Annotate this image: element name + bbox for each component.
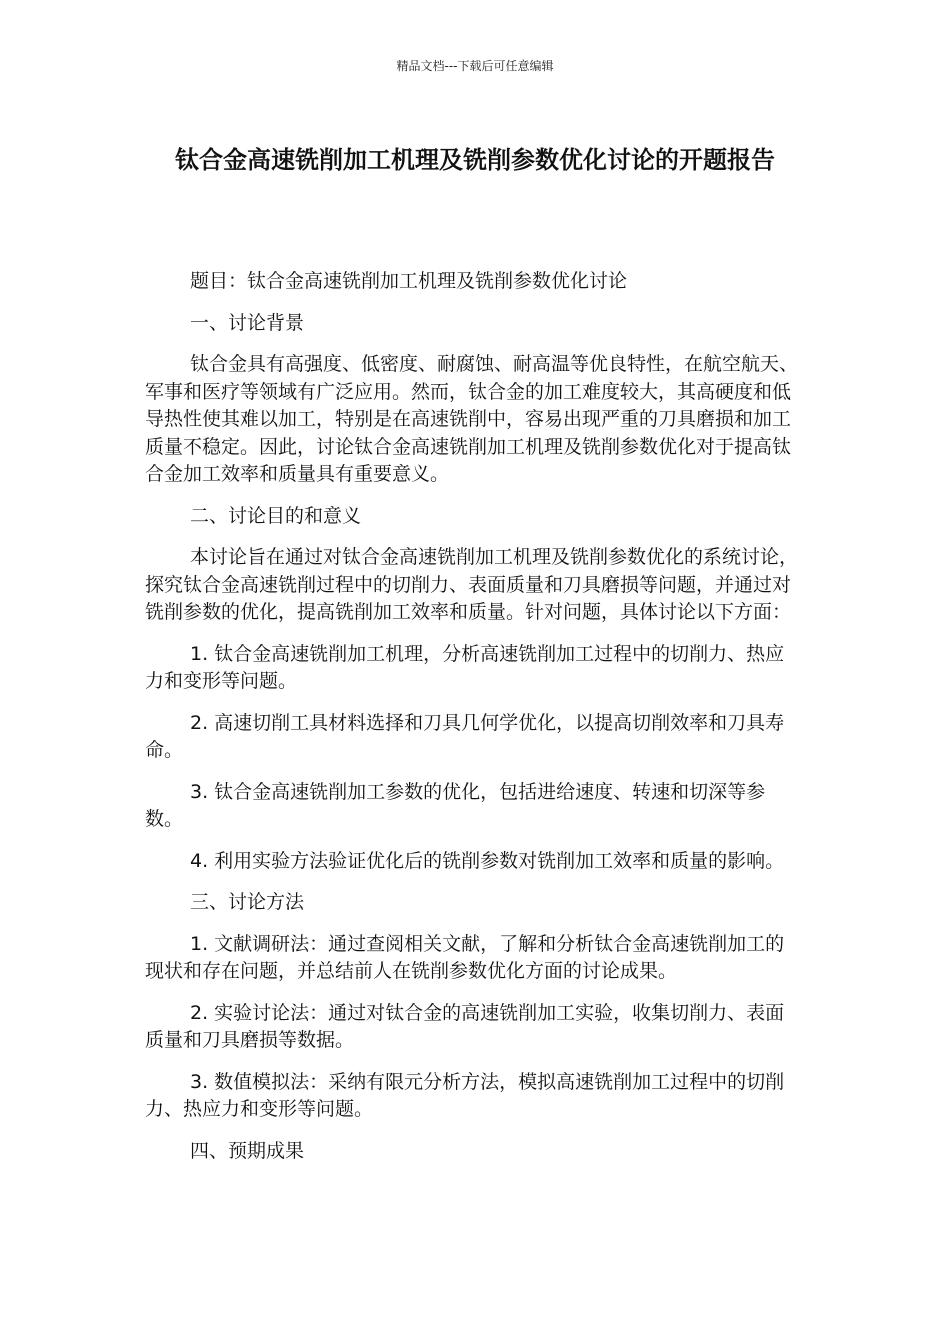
list-item: 4. 利用实验方法验证优化后的铣削参数对铣削加工效率和质量的影响。	[190, 849, 785, 872]
topic-line: 题目：钛合金高速铣削加工机理及铣削参数优化讨论	[190, 270, 628, 292]
document-title: 钛合金高速铣削加工机理及铣削参数优化讨论的开题报告	[175, 146, 775, 174]
list-item: 1. 文献调研法：通过查阅相关文献，了解和分析钛合金高速铣削加工的现状和存在问题，并总结前人在铣削参数优化方面的讨论成果。	[145, 932, 785, 982]
purpose-paragraph: 本讨论旨在通过对钛合金高速铣削加工机理及铣削参数优化的系统讨论，探究钛合金高速铣削过程中的切削力、表面质量和刀具磨损等问题，并通过对铣削参数的优化，提高铣削加工效率和质量。针对问题，具体讨论以下方面：	[145, 546, 799, 623]
list-item: 2. 实验讨论法：通过对钛合金的高速铣削加工实验，收集切削力、表面质量和刀具磨损等数据。	[145, 1001, 785, 1051]
section-heading-background: 一、讨论背景	[190, 311, 305, 334]
list-item: 2. 高速切削工具材料选择和刀具几何学优化，以提高切削效率和刀具寿命。	[145, 711, 785, 761]
section-heading-outcomes: 四、预期成果	[190, 1139, 305, 1162]
list-item: 3. 数值模拟法：采纳有限元分析方法，模拟高速铣削加工过程中的切削力、热应力和变形等问题。	[145, 1070, 785, 1120]
section-heading-purpose: 二、讨论目的和意义	[190, 504, 362, 527]
section-heading-methods: 三、讨论方法	[190, 891, 305, 913]
header-note: 精品文档---下载后可任意编辑	[396, 59, 554, 73]
document-body	[145, 268, 800, 1179]
list-item: 1. 钛合金高速铣削加工机理，分析高速铣削加工过程中的切削力、热应力和变形等问题。	[145, 642, 785, 692]
background-paragraph: 钛合金具有高强度、低密度、耐腐蚀、耐高温等优良特性，在航空航天、军事和医疗等领域有广泛应用。然而，钛合金的加工难度较大，其高硬度和低导热性使其难以加工，特别是在高速铣削中，容易出现严重的刀具磨损和加工质量不稳定。因此，讨论钛合金高速铣削加工机理及铣削参数优化对于提高钛合金加工效率和质量具有重要意义。	[145, 353, 799, 485]
list-item: 3. 钛合金高速铣削加工参数的优化，包括进给速度、转速和切深等参数。	[145, 780, 766, 830]
